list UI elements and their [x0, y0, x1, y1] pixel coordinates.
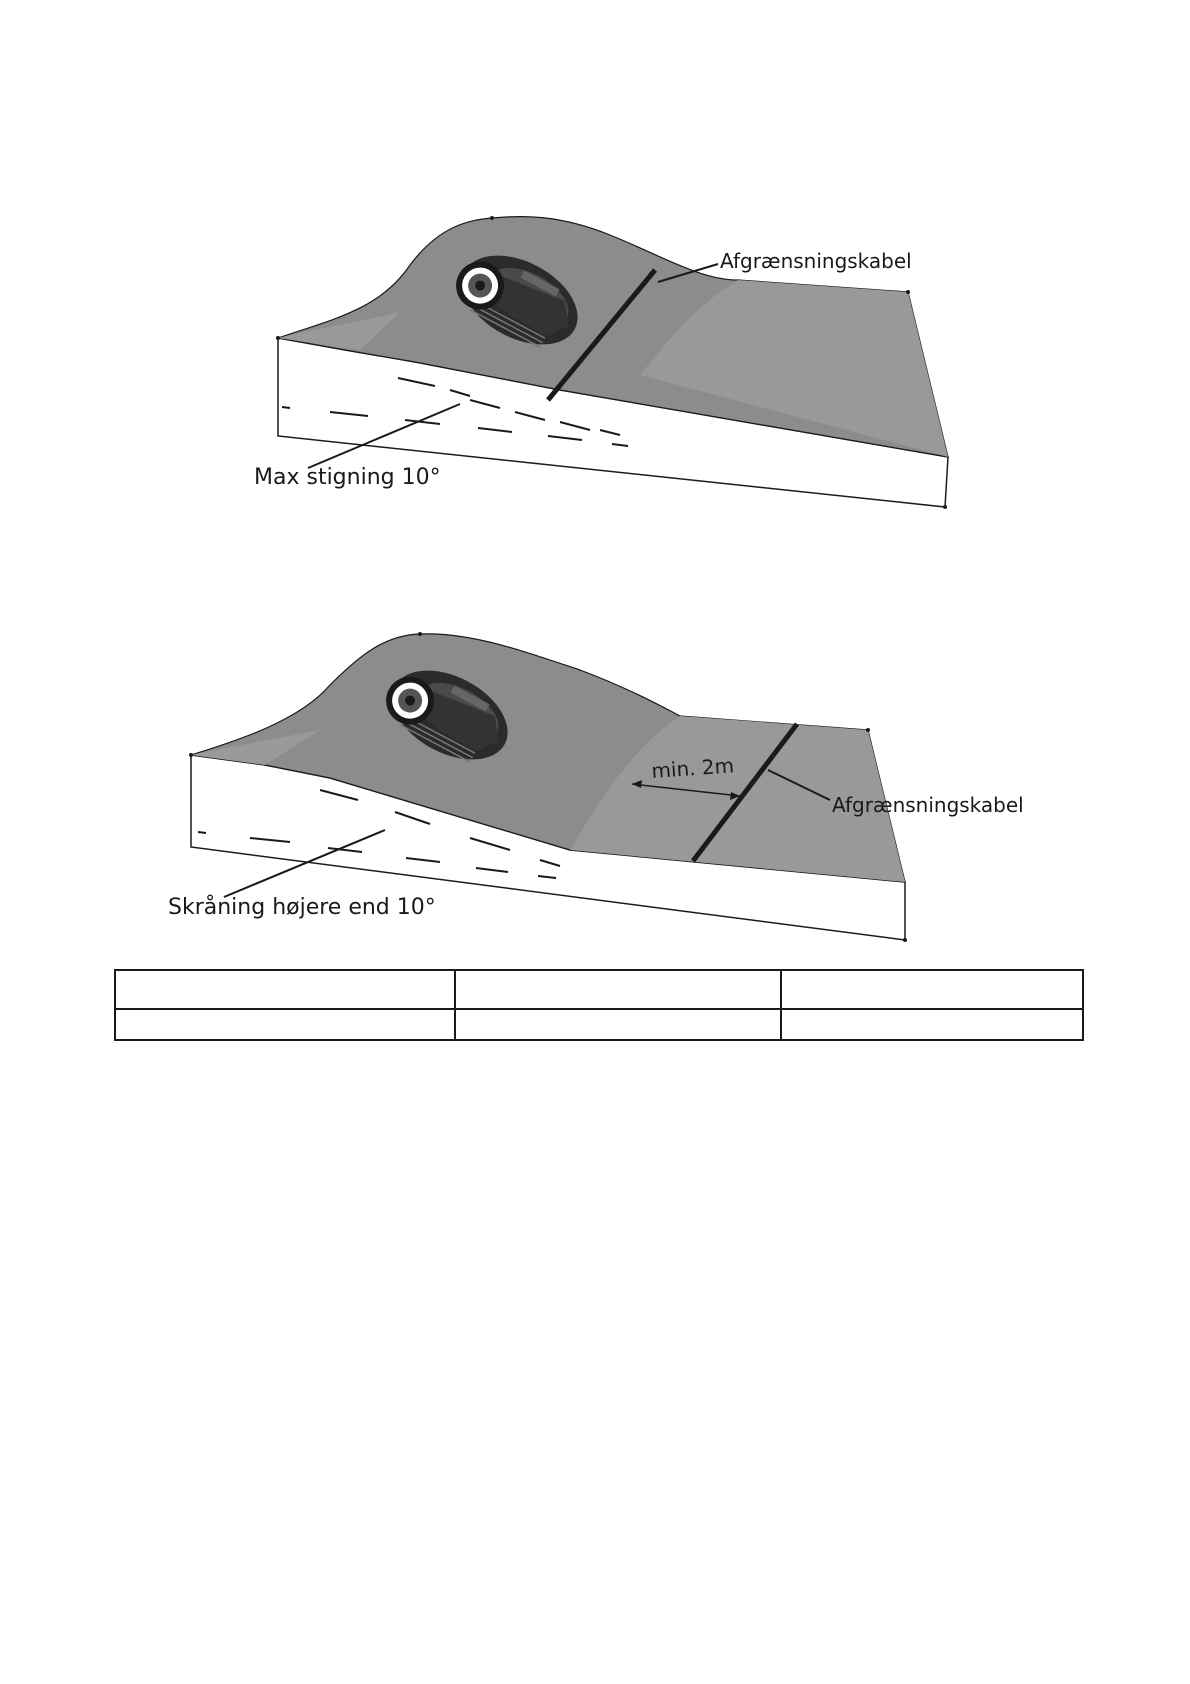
table-row [115, 1009, 1083, 1040]
distance-label: min. 2m [650, 753, 735, 783]
cable-label: Afgrænsningskabel [720, 249, 912, 273]
cable-label: Afgrænsningskabel [832, 793, 1024, 817]
empty-table [114, 969, 1084, 1041]
table-cell [455, 1009, 781, 1040]
table-cell [781, 970, 1083, 1009]
slope-label: Skråning højere end 10° [168, 895, 436, 920]
slope-illustration-2 [0, 620, 1190, 950]
table-cell [115, 1009, 455, 1040]
slope-illustration [0, 200, 1190, 520]
slope-diagram-allowed [0, 200, 1190, 520]
table-cell [115, 970, 455, 1009]
table-cell [781, 1009, 1083, 1040]
slope-diagram-too-steep [0, 620, 1190, 950]
slope-label: Max stigning 10° [254, 465, 441, 490]
table-cell [455, 970, 781, 1009]
table-row [115, 970, 1083, 1009]
